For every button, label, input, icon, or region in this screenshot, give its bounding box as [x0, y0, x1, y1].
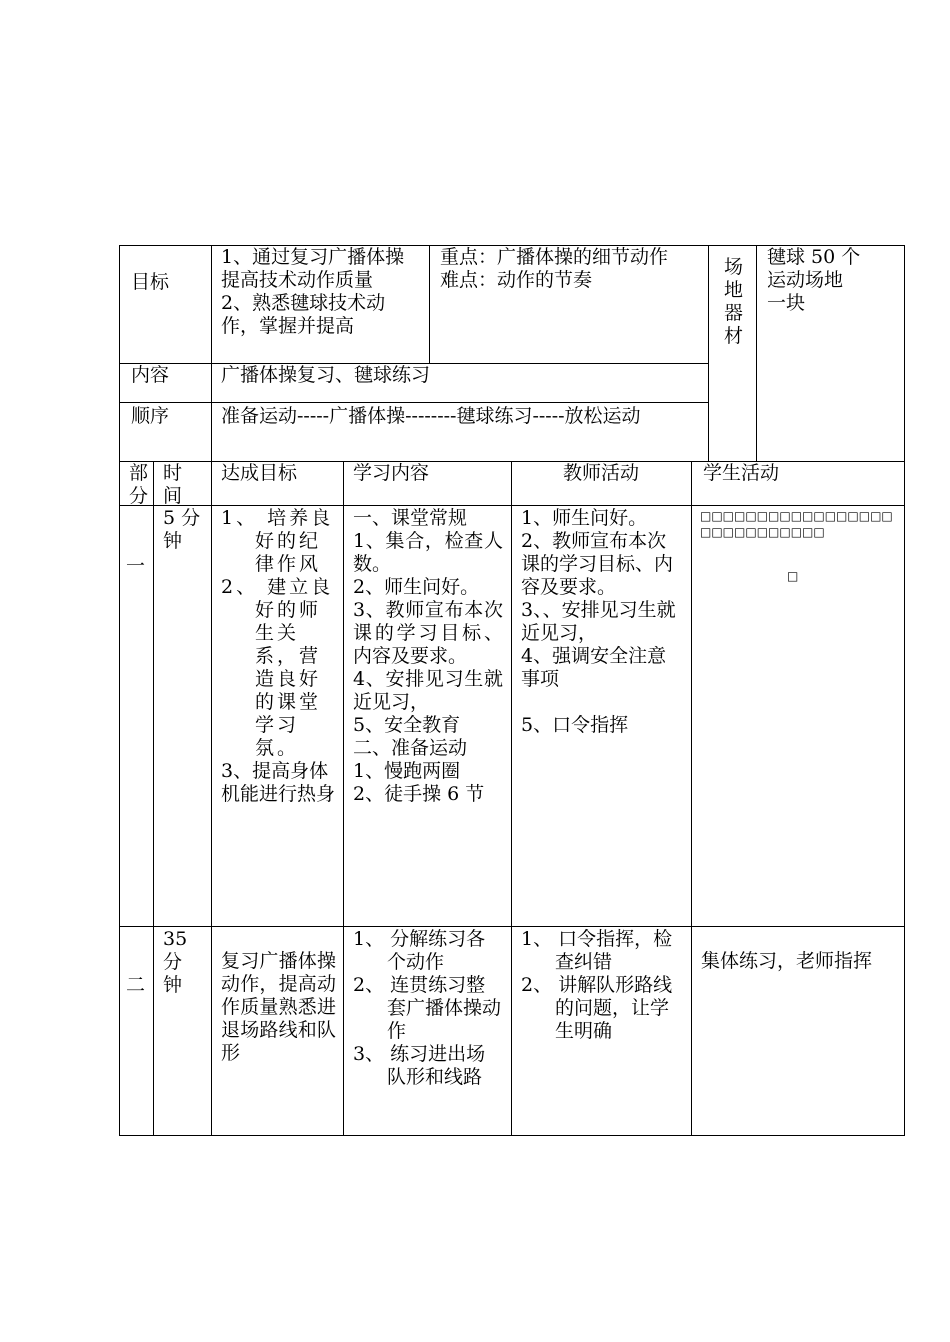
content-line: 4、安排见习生就近见习， [353, 668, 503, 713]
focus-text: 重点：广播体操的细节动作 [440, 246, 669, 268]
teacher-line: 2、教师宣布本次课的学习目标、内容及要求。 [521, 530, 674, 598]
goal-line: 复习广播体操动作，提高动作质量熟悉进退场路线和队形 [221, 950, 336, 1064]
col-part: 部分 [129, 462, 149, 507]
content-line: 1、 分解练习各个动作 [353, 928, 486, 973]
venue-label: 场地器材 [724, 256, 744, 347]
venue-value: 毽球 50 个 [767, 246, 861, 268]
goal-line: 1、 培养良好的纪律作风 [221, 507, 334, 575]
col-goal: 达成目标 [221, 462, 298, 484]
order-value: 准备运动-----广播体操--------毽球练习-----放松运动 [221, 405, 641, 427]
teacher-line: 3、、安排见习生就近见习， [521, 599, 676, 644]
row-part: 一 [126, 555, 146, 577]
goal-item: 1、通过复习广播体操提高技术动作质量 [221, 246, 405, 291]
row-content [353, 507, 503, 806]
row-teacher [521, 507, 685, 737]
teacher-line: 5、口令指挥 [521, 714, 629, 736]
goal-line: 2、 建立良好的师生关系，营造良好的课堂学习氛。 [221, 576, 334, 759]
row-time: 5 分钟 [163, 507, 201, 552]
row-student: 集体练习，老师指挥 [701, 950, 873, 972]
venue-value-2: 运动场地 [767, 269, 844, 291]
row-goals [221, 950, 336, 1065]
focus-cell [440, 246, 702, 292]
row-part: 二 [126, 974, 146, 996]
row-content [353, 928, 503, 1089]
content-line: 一、课堂常规 [353, 507, 468, 529]
content-line: 5、安全教育 [353, 714, 461, 736]
content-value: 广播体操复习、毽球练习 [221, 364, 431, 386]
row-time: 35 分钟 [163, 928, 188, 996]
content-line: 1、集合，检查人数。 [353, 530, 503, 575]
content-line: 2、 连贯练习整套广播体操动作 [353, 974, 502, 1042]
difficulty-text: 难点：动作的节奏 [440, 269, 593, 291]
goals-cell [221, 246, 421, 338]
content-line: 1、慢跑两圈 [353, 760, 461, 782]
teacher-line: 4、强调安全注意事项 [521, 645, 667, 690]
content-line: 3、 练习进出场队形和线路 [353, 1043, 486, 1088]
goal-line: 3、提高身体机能进行热身 [221, 760, 336, 805]
content-line: 3、教师宣布本次课的学习目标、内容及要求。 [353, 599, 503, 667]
col-teacher: 教师活动 [562, 462, 639, 484]
col-content: 学习内容 [353, 462, 430, 484]
col-time: 时间 [163, 462, 183, 507]
row-student-note: □□□□□□□□□□□□□□□□□□□□□□□□□□□□ [700, 509, 893, 539]
order-label: 顺序 [131, 405, 170, 427]
content-line: 2、师生问好。 [353, 576, 480, 598]
content-line: 2、徒手操 6 节 [353, 783, 485, 805]
row-teacher [521, 928, 685, 1043]
goal-label: 目标 [131, 271, 170, 293]
row-goals [221, 507, 336, 806]
row-student-note-2: □ [787, 569, 799, 583]
content-line: 二、准备运动 [353, 737, 468, 759]
col-student: 学生活动 [703, 462, 780, 484]
venue-cell [767, 246, 901, 315]
teacher-line: 1、 口令指挥，检查纠错 [521, 928, 673, 973]
teacher-line: 2、 讲解队形路线的问题，让学生明确 [521, 974, 673, 1042]
goal-item: 2、熟悉毽球技术动作，掌握并提高 [221, 292, 386, 337]
venue-value-3: 一块 [767, 292, 806, 314]
content-label: 内容 [131, 364, 170, 386]
teacher-line: 1、师生问好。 [521, 507, 648, 529]
